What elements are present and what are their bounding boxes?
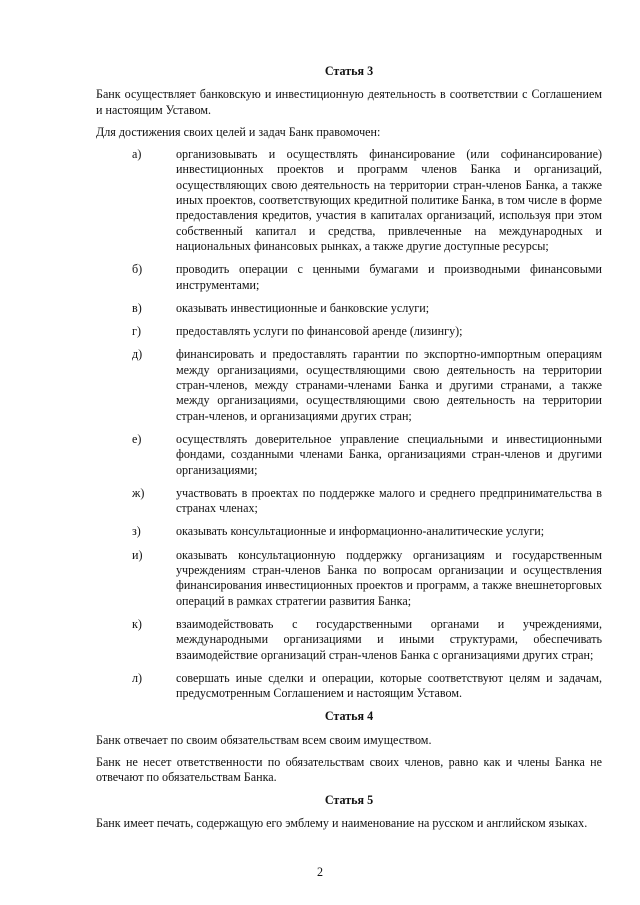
list-item-text: организовывать и осуществлять финансирование (или софинансирование) инвестиционных проектов и программ членов Банка и организаций, осуществляющих свою деятельность на территории стран-членов Банка, а также иных проектов, соответствующих кредитной политике Банка, в том числе в форме предоставления кредитов, участия в капиталах организаций, используя при этом собственный капитал и средства, привлеченные на международных и национальных финансовых рынках, а также другие доступные ресурсы; [176, 147, 602, 253]
article-5 [96, 793, 602, 832]
list-item-marker: в) [132, 300, 142, 315]
article-3-list [96, 147, 602, 701]
list-item [96, 432, 602, 478]
list-item-text: взаимодействовать с государственными органами и учреждениями, международными организациями и иными структурами, обеспечивать взаимодействие организаций стран-членов Банка с организациями других стран; [176, 616, 602, 662]
page-number: 2 [316, 865, 324, 879]
list-item-text: совершать иные сделки и операции, которые соответствуют целям и задачам, предусмотренным Соглашением и настоящим Уставом. [176, 670, 602, 701]
article-4-heading: Статья 4 [324, 709, 374, 724]
list-item-marker: и) [132, 547, 143, 562]
list-item-text: осуществлять доверительное управление специальными и инвестиционными фондами, созданными членами Банка, организациями стран-членов и другими организациями; [176, 431, 602, 477]
list-item-marker: б) [132, 262, 143, 277]
list-item-text: оказывать консультационные и информационно-аналитические услуги; [176, 524, 545, 539]
article-5-paragraph-1: Банк имеет печать, содержащую его эмблему и наименование на русском и английском языках. [96, 815, 588, 830]
list-item [96, 347, 602, 423]
list-item-text: финансировать и предоставлять гарантии по экспортно-импортным операциям между организациями, осуществляющими свою деятельность на территории стран-членов, между странами-членами Банка и другими странами, а также между организациями, осуществляющими свою деятельность на территории стран-членов, и организациями других стран; [176, 347, 602, 423]
list-item-text: оказывать консультационную поддержку организациям и государственным учреждениям стран-членов Банка по вопросам организации и осуществления финансирования инвестиционных проектов и программ, а также внешнеторговых операций в рамках стратегии развития Банка; [176, 547, 602, 608]
list-item [96, 671, 602, 702]
article-3-heading: Статья 3 [324, 64, 374, 78]
article-3-paragraph-2: Для достижения своих целей и задач Банк правомочен: [96, 124, 381, 139]
list-item-text: предоставлять услуги по финансовой аренде (лизингу); [176, 324, 463, 339]
list-item [96, 301, 602, 316]
article-4-paragraph-1: Банк отвечает по своим обязательствам всем своим имуществом. [96, 732, 432, 747]
list-item [96, 324, 602, 339]
article-4-paragraph-2: Банк не несет ответственности по обязательствам своих членов, равно как и члены Банка не отвечают по обязательствам Банка. [96, 754, 602, 785]
article-5-heading: Статья 5 [324, 792, 374, 807]
list-item [96, 262, 602, 293]
list-item-text: оказывать инвестиционные и банковские услуги; [176, 300, 430, 315]
list-item-marker: е) [132, 431, 142, 446]
article-3-paragraph-1: Банк осуществляет банковскую и инвестиционную деятельность в соответствии с Соглашением и настоящим Уставом. [96, 87, 602, 117]
list-item-marker: ж) [132, 485, 145, 500]
article-3 [96, 64, 602, 701]
list-item-marker: к) [132, 616, 142, 631]
list-item [96, 524, 602, 539]
list-item-marker: д) [132, 347, 143, 362]
list-item [96, 486, 602, 517]
list-item-text: проводить операции с ценными бумагами и производными финансовыми инструментами; [176, 262, 602, 292]
list-item [96, 617, 602, 663]
article-4 [96, 709, 602, 785]
list-item-marker: а) [132, 147, 142, 162]
list-item-marker: з) [132, 524, 141, 539]
document-page [96, 64, 602, 838]
list-item-text: участвовать в проектах по поддержке малого и среднего предпринимательства в странах членах; [176, 485, 602, 516]
list-item [96, 548, 602, 609]
list-item [96, 147, 602, 254]
list-item-marker: г) [132, 324, 141, 339]
list-item-marker: л) [132, 670, 143, 685]
